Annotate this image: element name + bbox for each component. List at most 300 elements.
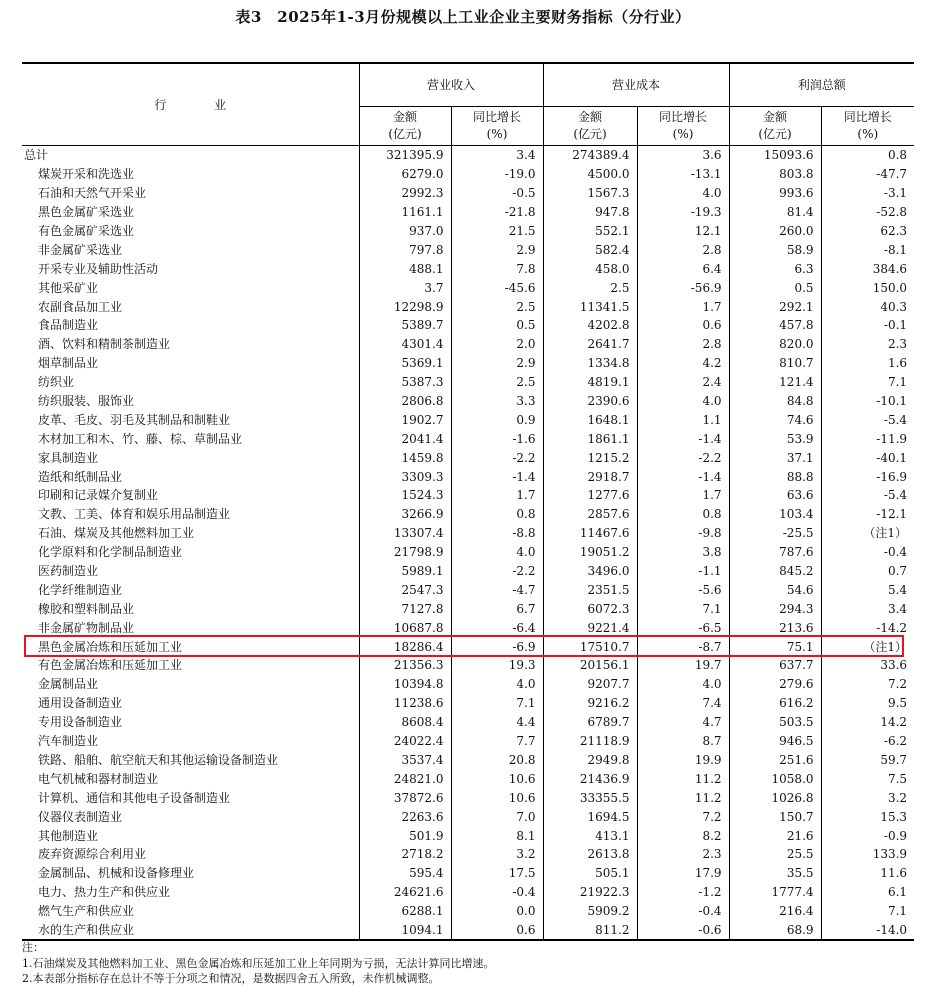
industry-name-cell: 水的生产和供应业 [22,921,359,941]
table-row [22,316,914,335]
value-cell: 2.5 [543,278,637,297]
value-cell: -47.7 [876,167,908,182]
value-cell: -3.1 [883,186,908,201]
value-cell: 84.8 [729,392,821,411]
value-cell: 2718.2 [359,845,451,864]
value-cell: 9216.2 [543,694,637,713]
value-cell: 3266.9 [359,505,451,524]
table-row [22,222,914,241]
industry-name-cell: 食品制造业 [22,316,359,335]
value-cell: -1.2 [637,883,729,902]
industry-name-cell: 有色金属矿采选业 [22,222,359,241]
value-cell: 1567.3 [543,184,637,203]
table-row [22,240,914,259]
value-cell: 1.7 [637,297,729,316]
value-cell: 5369.1 [359,354,451,373]
table-row [22,373,914,392]
industry-name-cell: 石油和天然气开采业 [22,184,359,203]
value-cell: 4301.4 [359,335,451,354]
value-cell: 2.4 [637,373,729,392]
value-cell: 3.2 [451,845,543,864]
value-cell: （注1） [863,526,908,541]
value-cell: 0.8 [637,505,729,524]
value-cell: 40.3 [880,299,908,314]
value-cell: 7.1 [887,904,908,919]
value-cell: 1.7 [637,486,729,505]
value-cell: 7.2 [637,807,729,826]
value-cell: 24821.0 [359,769,451,788]
notes-label: 注： [22,941,44,954]
industry-name-cell: 文教、工美、体育和娱乐用品制造业 [22,505,359,524]
value-cell: 810.7 [729,354,821,373]
value-cell: 294.3 [729,599,821,618]
industry-name-cell: 非金属矿物制品业 [22,618,359,637]
value-cell: 2.5 [451,297,543,316]
value-cell: 2.3 [637,845,729,864]
industry-name-cell: 医药制造业 [22,562,359,581]
value-cell: 6279.0 [359,165,451,184]
value-cell: 6.7 [451,599,543,618]
industry-name-cell: 造纸和纸制品业 [22,467,359,486]
value-cell: 58.9 [729,240,821,259]
value-cell: 5.4 [887,582,908,597]
value-cell: 2390.6 [543,392,637,411]
value-cell: 24621.6 [359,883,451,902]
table-row [22,297,914,316]
profit-growth-header: 同比增长 (%) [821,107,914,146]
value-cell: 0.6 [451,921,543,941]
value-cell: 993.6 [729,184,821,203]
financial-indicators-table [22,62,914,941]
industry-name-cell: 石油、煤炭及其他燃料加工业 [22,524,359,543]
industry-name-cell: 木材加工和木、竹、藤、棕、草制品业 [22,429,359,448]
value-cell: 0.5 [729,278,821,297]
value-cell: 4.0 [637,392,729,411]
value-cell: 11238.6 [359,694,451,713]
value-cell: 413.1 [543,826,637,845]
industry-name-cell: 酒、饮料和精制茶制造业 [22,335,359,354]
industry-name-cell: 燃气生产和供应业 [22,902,359,921]
value-cell: -21.8 [451,203,543,222]
industry-name-cell: 专用设备制造业 [22,713,359,732]
table-row [22,694,914,713]
value-cell: 1.6 [887,356,908,371]
value-cell: 6.3 [729,259,821,278]
highlight-box [24,635,904,657]
value-cell: 21.5 [451,222,543,241]
industry-name-cell: 金属制品业 [22,675,359,694]
value-cell: 11341.5 [543,297,637,316]
value-cell: 18286.4 [359,637,451,656]
table-row [22,278,914,297]
value-cell: -2.2 [637,448,729,467]
value-cell: 4.0 [637,675,729,694]
table-row [22,165,914,184]
value-cell: -1.4 [637,467,729,486]
value-cell: -6.4 [451,618,543,637]
value-cell: 0.9 [451,410,543,429]
value-cell: -1.4 [637,429,729,448]
value-cell: 0.6 [637,316,729,335]
value-cell: 2.3 [887,337,908,352]
value-cell: 2992.3 [359,184,451,203]
value-cell: 1902.7 [359,410,451,429]
value-cell: 797.8 [359,240,451,259]
value-cell: 616.2 [729,694,821,713]
table-row [22,467,914,486]
table-row [22,826,914,845]
value-cell: -0.6 [637,921,729,941]
industry-name-cell: 农副食品加工业 [22,297,359,316]
industry-name-cell: 废弃资源综合利用业 [22,845,359,864]
industry-name-cell: 电力、热力生产和供应业 [22,883,359,902]
value-cell: 458.0 [543,259,637,278]
value-cell: 2857.6 [543,505,637,524]
value-cell: 4.0 [451,543,543,562]
value-cell: 5387.3 [359,373,451,392]
value-cell: 53.9 [729,429,821,448]
value-cell: 1861.1 [543,429,637,448]
value-cell: 4.0 [451,675,543,694]
table-row [22,713,914,732]
industry-name-cell: 铁路、船舶、航空航天和其他运输设备制造业 [22,751,359,770]
value-cell: 150.7 [729,807,821,826]
value-cell: 1777.4 [729,883,821,902]
value-cell: 2263.6 [359,807,451,826]
value-cell: 11467.6 [543,524,637,543]
value-cell: 0.7 [887,564,908,579]
value-cell: 19051.2 [543,543,637,562]
value-cell: 133.9 [872,847,908,862]
value-cell: 2.5 [451,373,543,392]
value-cell: 1.7 [451,486,543,505]
table-row [22,184,914,203]
value-cell: 7.8 [451,259,543,278]
value-cell: 0.8 [451,505,543,524]
value-cell: 4819.1 [543,373,637,392]
table-row [22,788,914,807]
value-cell: 10394.8 [359,675,451,694]
value-cell: -9.8 [637,524,729,543]
value-cell: 4.4 [451,713,543,732]
value-cell: 21922.3 [543,883,637,902]
value-cell: 25.5 [729,845,821,864]
value-cell: 7.4 [637,694,729,713]
value-cell: -13.1 [637,165,729,184]
industry-name-cell: 电气机械和器材制造业 [22,769,359,788]
value-cell: 88.8 [729,467,821,486]
value-cell: 14.2 [880,715,908,730]
value-cell: 1648.1 [543,410,637,429]
value-cell: 503.5 [729,713,821,732]
value-cell: -56.9 [637,278,729,297]
value-cell: 937.0 [359,222,451,241]
value-cell: 321395.9 [359,146,451,165]
value-cell: （注1） [863,639,908,654]
industry-name-cell: 总计 [22,146,359,165]
value-cell: 1058.0 [729,769,821,788]
value-cell: 74.6 [729,410,821,429]
value-cell: 33355.5 [543,788,637,807]
value-cell: 6288.1 [359,902,451,921]
value-cell: -4.7 [451,580,543,599]
value-cell: 11.6 [880,866,908,881]
value-cell: 1334.8 [543,354,637,373]
value-cell: 19.3 [451,656,543,675]
value-cell: 24022.4 [359,732,451,751]
value-cell: 103.4 [729,505,821,524]
value-cell: -6.9 [451,637,543,656]
value-cell: 9207.7 [543,675,637,694]
value-cell: 4202.8 [543,316,637,335]
value-cell: 8.2 [637,826,729,845]
value-cell: 2.0 [451,335,543,354]
value-cell: -16.9 [876,469,908,484]
value-cell: -19.3 [637,203,729,222]
value-cell: 1161.1 [359,203,451,222]
value-cell: 3537.4 [359,751,451,770]
value-cell: 7.2 [887,677,908,692]
value-cell: 4.0 [637,184,729,203]
value-cell: 12298.9 [359,297,451,316]
value-cell: 1694.5 [543,807,637,826]
value-cell: 2613.8 [543,845,637,864]
table-row [22,203,914,222]
value-cell: 17.9 [637,864,729,883]
value-cell: 1459.8 [359,448,451,467]
table-row [22,562,914,581]
table-row [22,410,914,429]
table-row [22,354,914,373]
table-row [22,864,914,883]
value-cell: 17.5 [451,864,543,883]
value-cell: 2.8 [637,335,729,354]
value-cell: 3.3 [451,392,543,411]
value-cell: 15.3 [880,809,908,824]
value-cell: -14.0 [821,921,914,941]
value-cell: 2041.4 [359,429,451,448]
value-cell: 21356.3 [359,656,451,675]
industry-name-cell: 金属制品、机械和设备修理业 [22,864,359,883]
value-cell: 1215.2 [543,448,637,467]
value-cell: 279.6 [729,675,821,694]
industry-name-cell: 化学纤维制造业 [22,580,359,599]
industry-name-cell: 印刷和记录媒介复制业 [22,486,359,505]
industry-name-cell: 开采专业及辅助性活动 [22,259,359,278]
value-cell: 501.9 [359,826,451,845]
value-cell: 2.9 [451,240,543,259]
value-cell: 63.6 [729,486,821,505]
value-cell: 19.7 [637,656,729,675]
value-cell: 251.6 [729,751,821,770]
industry-name-cell: 其他采矿业 [22,278,359,297]
value-cell: 2918.7 [543,467,637,486]
profit-amount-header: 金额 (亿元) [729,107,821,146]
table-row [22,599,914,618]
value-cell: -2.2 [451,448,543,467]
value-cell: 21436.9 [543,769,637,788]
industry-name-cell: 计算机、通信和其他电子设备制造业 [22,788,359,807]
table-row [22,769,914,788]
industry-name-cell: 有色金属冶炼和压延加工业 [22,656,359,675]
value-cell: 213.6 [729,618,821,637]
value-cell: 11.2 [637,788,729,807]
value-cell: 75.1 [729,637,821,656]
industry-name-cell: 通用设备制造业 [22,694,359,713]
industry-header: 行 业 [22,63,359,146]
value-cell: -1.1 [637,562,729,581]
value-cell: 81.4 [729,203,821,222]
table-row [22,429,914,448]
value-cell: -1.6 [451,429,543,448]
value-cell: 946.5 [729,732,821,751]
value-cell: 292.1 [729,297,821,316]
value-cell: 552.1 [543,222,637,241]
value-cell: 274389.4 [543,146,637,165]
industry-name-cell: 橡胶和塑料制品业 [22,599,359,618]
table-row [22,732,914,751]
revenue-amount-header: 金额 (亿元) [359,107,451,146]
value-cell: 3496.0 [543,562,637,581]
value-cell: -25.5 [729,524,821,543]
value-cell: 19.9 [637,751,729,770]
value-cell: -8.7 [637,637,729,656]
value-cell: 150.0 [872,280,908,295]
value-cell: 2641.7 [543,335,637,354]
value-cell: 216.4 [729,902,821,921]
value-cell: 3.4 [451,146,543,165]
table-row [22,845,914,864]
value-cell: 17510.7 [543,637,637,656]
table-row [22,580,914,599]
value-cell: -5.4 [883,488,908,503]
table-row [22,448,914,467]
value-cell: 9.5 [887,696,908,711]
value-cell: 20156.1 [543,656,637,675]
value-cell: 845.2 [729,562,821,581]
value-cell: -40.1 [876,450,908,465]
industry-name-cell: 煤炭开采和洗选业 [22,165,359,184]
value-cell: 2.9 [451,354,543,373]
industry-name-cell: 家具制造业 [22,448,359,467]
table-row [22,656,914,675]
value-cell: -0.4 [637,902,729,921]
value-cell: 3309.3 [359,467,451,486]
footnotes [22,940,912,987]
industry-name-cell: 纺织服装、服饰业 [22,392,359,411]
value-cell: 21.6 [729,826,821,845]
value-cell: 384.6 [872,261,908,276]
value-cell: 33.6 [880,658,908,673]
table-row [22,751,914,770]
value-cell: 637.7 [729,656,821,675]
value-cell: 2949.8 [543,751,637,770]
value-cell: 13307.4 [359,524,451,543]
value-cell: 7.1 [637,599,729,618]
industry-name-cell: 化学原料和化学制品制造业 [22,543,359,562]
value-cell: 2806.8 [359,392,451,411]
value-cell: 2.8 [637,240,729,259]
value-cell: 5389.7 [359,316,451,335]
value-cell: -0.4 [883,545,908,560]
value-cell: -6.2 [883,734,908,749]
value-cell: -19.0 [451,165,543,184]
value-cell: 0.8 [887,148,908,163]
value-cell: 4.7 [637,713,729,732]
value-cell: -2.2 [451,562,543,581]
value-cell: 4.2 [637,354,729,373]
revenue-growth-header: 同比增长 (%) [451,107,543,146]
industry-name-cell: 黑色金属矿采选业 [22,203,359,222]
value-cell: 2351.5 [543,580,637,599]
value-cell: 7.7 [451,732,543,751]
value-cell: 8.1 [451,826,543,845]
value-cell: 803.8 [729,165,821,184]
table-row [22,524,914,543]
value-cell: 6.1 [887,885,908,900]
industry-name-cell: 仪器仪表制造业 [22,807,359,826]
table-row [22,392,914,411]
value-cell: -14.2 [876,620,908,635]
value-cell: 4500.0 [543,165,637,184]
value-cell: 5989.1 [359,562,451,581]
value-cell: 21118.9 [543,732,637,751]
value-cell: -10.1 [876,394,908,409]
table-row [22,486,914,505]
value-cell: 11.2 [637,769,729,788]
value-cell: 488.1 [359,259,451,278]
value-cell: -8.8 [451,524,543,543]
value-cell: 3.6 [637,146,729,165]
industry-name-cell: 烟草制品业 [22,354,359,373]
value-cell: 3.7 [359,278,451,297]
value-cell: 1277.6 [543,486,637,505]
value-cell: 21798.9 [359,543,451,562]
value-cell: 260.0 [729,222,821,241]
value-cell: 6072.3 [543,599,637,618]
value-cell: 7127.8 [359,599,451,618]
value-cell: -0.4 [451,883,543,902]
profit-header: 利润总额 [729,63,914,107]
industry-name-cell: 纺织业 [22,373,359,392]
table-row [22,146,914,165]
value-cell: 457.8 [729,316,821,335]
value-cell: 505.1 [543,864,637,883]
value-cell: 595.4 [359,864,451,883]
value-cell: -6.5 [637,618,729,637]
value-cell: 68.9 [729,921,821,941]
industry-name-cell: 皮革、毛皮、羽毛及其制品和制鞋业 [22,410,359,429]
value-cell: -0.9 [883,828,908,843]
value-cell: 20.8 [451,751,543,770]
value-cell: 7.1 [887,375,908,390]
value-cell: 0.0 [451,902,543,921]
table-row [22,921,914,941]
value-cell: 121.4 [729,373,821,392]
value-cell: 54.6 [729,580,821,599]
industry-name-cell: 汽车制造业 [22,732,359,751]
value-cell: -5.4 [883,412,908,427]
table-row [22,902,914,921]
table-body [22,146,914,941]
note-2: 2.本表部分指标存在总计不等于分项之和情况，是数据四舍五入所致，未作机械调整。 [22,972,440,985]
cost-amount-header: 金额 (亿元) [543,107,637,146]
cost-growth-header: 同比增长 (%) [637,107,729,146]
value-cell: 62.3 [880,224,908,238]
value-cell: 59.7 [880,752,908,767]
value-cell: 10.6 [451,788,543,807]
value-cell: 787.6 [729,543,821,562]
